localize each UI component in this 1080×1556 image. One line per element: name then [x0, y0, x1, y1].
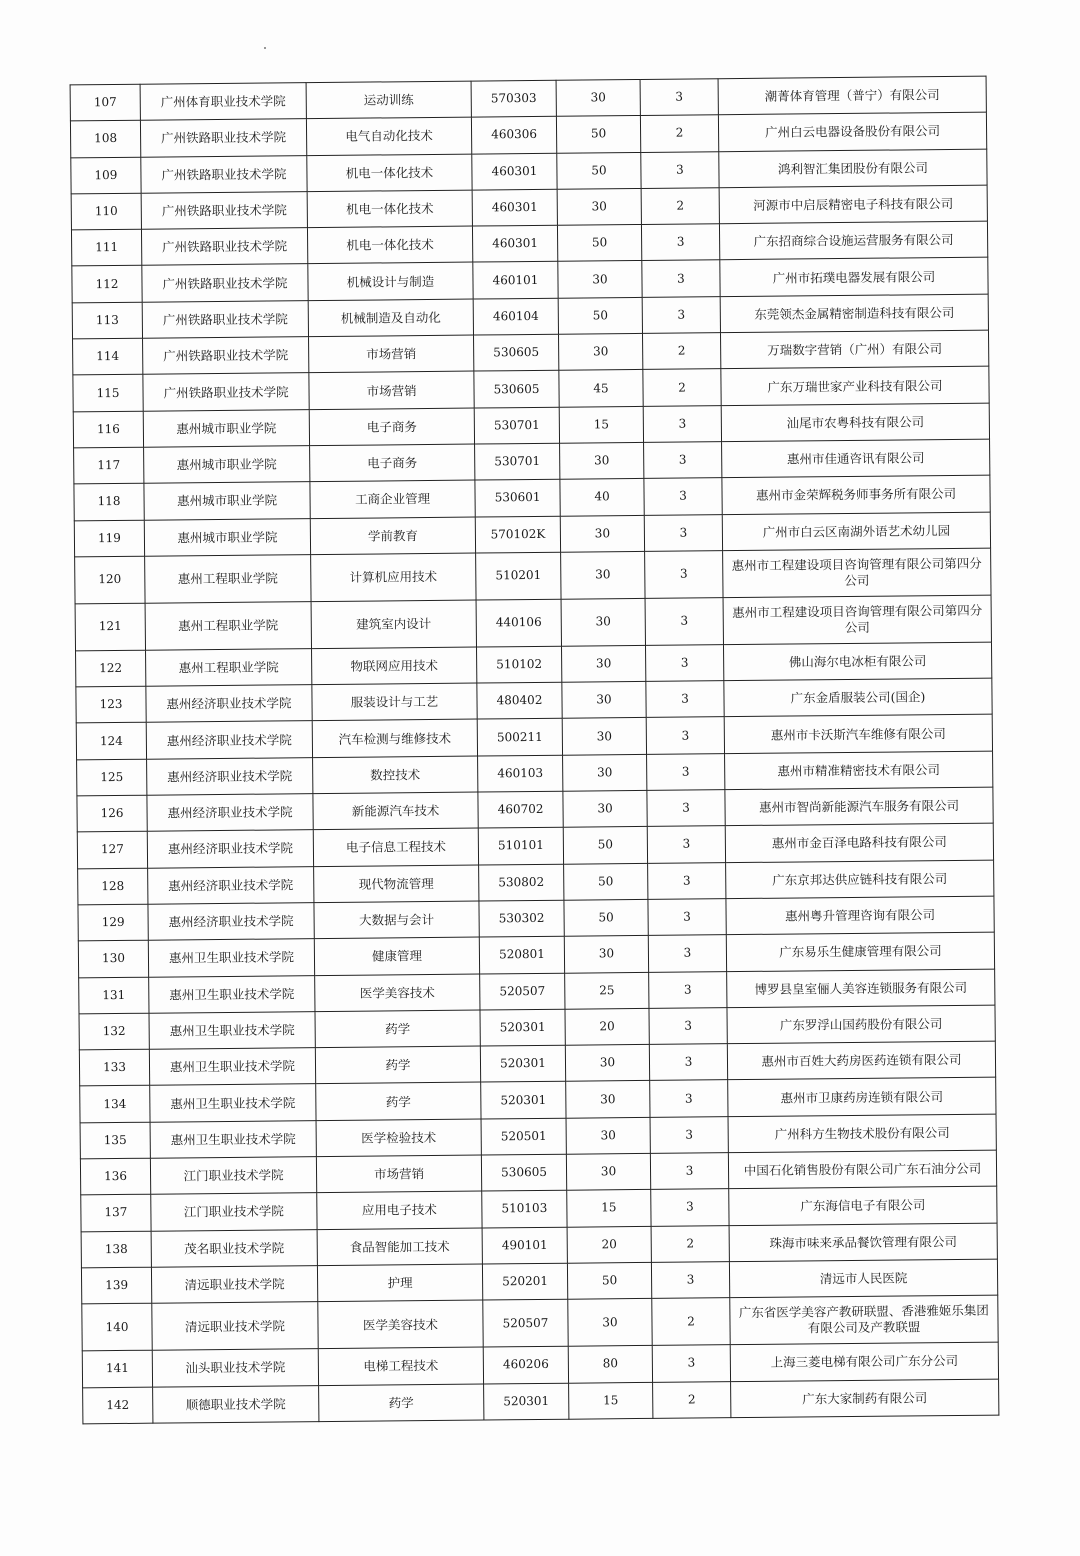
enrollment-count: 50 [557, 225, 641, 262]
major-code: 520301 [481, 1082, 566, 1119]
row-number: 117 [74, 447, 144, 484]
program-years: 3 [641, 224, 719, 261]
program-years: 3 [648, 935, 726, 972]
enrollment-count: 15 [567, 1190, 651, 1227]
partner-company: 惠州市工程建设项目咨询管理有限公司第四分公司 [723, 595, 991, 645]
program-years: 3 [650, 1153, 728, 1190]
major-code: 460104 [473, 298, 558, 335]
major-code: 510201 [476, 552, 561, 600]
major-name: 药学 [319, 1384, 484, 1422]
program-years: 3 [648, 862, 726, 899]
program-years: 3 [647, 790, 725, 827]
partner-company: 广州科方生物技术股份有限公司 [728, 1114, 996, 1153]
major-name: 大数据与会计 [314, 901, 479, 939]
row-number: 136 [80, 1158, 150, 1195]
school-name: 广州铁路职业技术学院 [141, 155, 307, 193]
major-code: 480402 [477, 682, 562, 719]
partner-company: 中国石化销售股份有限公司广东石油分公司 [728, 1150, 996, 1189]
partner-company: 广东罗浮山国药股份有限公司 [727, 1005, 995, 1044]
partner-company: 广东招商综合设施运营服务有限公司 [719, 221, 987, 260]
row-number: 108 [70, 121, 140, 158]
row-number: 129 [78, 904, 148, 941]
major-name: 健康管理 [314, 937, 479, 975]
program-years: 3 [646, 681, 724, 718]
partner-company: 广东金盾服装公司(国企) [724, 678, 992, 717]
program-years: 3 [652, 1345, 730, 1382]
program-years: 3 [640, 79, 718, 116]
partner-company: 惠州市佳通咨讯有限公司 [722, 439, 990, 478]
partner-company: 惠州粤升管理咨询有限公司 [726, 896, 994, 935]
major-code: 460306 [471, 117, 556, 154]
row-number: 124 [76, 723, 146, 760]
major-name: 运动训练 [306, 81, 471, 119]
row-number: 133 [79, 1049, 149, 1086]
enrollment-count: 30 [568, 1299, 652, 1347]
partner-company: 惠州市卫康药房连锁有限公司 [728, 1078, 996, 1117]
major-name: 电子商务 [309, 408, 474, 446]
row-number: 120 [75, 556, 145, 604]
program-years: 2 [653, 1381, 731, 1418]
partner-company: 汕尾市农粤科技有限公司 [721, 403, 989, 442]
enrollment-count: 25 [565, 972, 649, 1009]
enrollment-count: 40 [560, 479, 644, 516]
major-code: 460101 [473, 262, 558, 299]
major-name: 护理 [317, 1264, 482, 1302]
enrollment-count: 50 [564, 899, 648, 936]
table-sheet [70, 76, 999, 1427]
program-years: 2 [652, 1298, 730, 1346]
program-years: 3 [642, 296, 720, 333]
row-number: 119 [74, 520, 144, 557]
major-code: 490101 [482, 1227, 567, 1264]
row-number: 142 [83, 1387, 153, 1424]
program-years: 3 [644, 514, 722, 551]
program-years: 3 [643, 405, 721, 442]
school-name: 广州铁路职业技术学院 [143, 337, 309, 375]
major-code: 530701 [475, 443, 560, 480]
partner-company: 惠州市金荣辉税务师事务所有限公司 [722, 475, 990, 514]
major-name: 医学美容技术 [315, 974, 480, 1012]
program-years: 3 [650, 1116, 728, 1153]
table-row [83, 1379, 999, 1424]
major-code: 510101 [478, 828, 563, 865]
major-code: 530605 [481, 1154, 566, 1191]
enrollment-count: 30 [563, 790, 647, 827]
row-number: 110 [71, 193, 141, 230]
major-code: 460702 [478, 791, 563, 828]
row-number: 122 [76, 650, 146, 687]
partner-company: 鸿利智汇集团股份有限公司 [719, 149, 987, 188]
row-number: 141 [82, 1350, 152, 1387]
partner-company: 惠州市智尚新能源汽车服务有限公司 [725, 787, 993, 826]
major-name: 机械设计与制造 [308, 263, 473, 301]
school-name: 惠州卫生职业技术学院 [150, 1120, 316, 1158]
row-number: 114 [73, 338, 143, 375]
school-name: 广州铁路职业技术学院 [142, 264, 308, 302]
program-years: 3 [649, 1044, 727, 1081]
enrollment-count: 15 [559, 406, 643, 443]
major-code: 500211 [477, 719, 562, 756]
school-name: 惠州城市职业学院 [144, 482, 310, 520]
major-name: 机电一体化技术 [307, 226, 472, 264]
partner-company: 佛山海尔电冰柜有限公司 [723, 642, 991, 681]
partner-company: 惠州市卡沃斯汽车维修有限公司 [724, 715, 992, 754]
row-number: 139 [81, 1267, 151, 1304]
major-code: 530701 [474, 407, 559, 444]
school-name: 惠州卫生职业技术学院 [149, 975, 315, 1013]
row-number: 123 [76, 686, 146, 723]
row-number: 118 [74, 483, 144, 520]
program-years: 3 [644, 442, 722, 479]
enrollment-count: 30 [557, 188, 641, 225]
program-years: 3 [647, 753, 725, 790]
row-number: 113 [72, 302, 142, 339]
major-name: 市场营销 [309, 371, 474, 409]
row-number: 115 [73, 375, 143, 412]
school-name: 惠州经济职业技术学院 [147, 830, 313, 868]
major-code: 520301 [480, 1009, 565, 1046]
major-name: 汽车检测与维修技术 [312, 719, 477, 757]
program-years: 3 [651, 1189, 729, 1226]
enrollment-count: 30 [566, 1153, 650, 1190]
major-code: 460301 [472, 153, 557, 190]
major-name: 学前教育 [310, 517, 475, 555]
school-name: 广州体育职业技术学院 [140, 83, 306, 121]
enrollment-count: 50 [558, 297, 642, 334]
row-number: 111 [71, 229, 141, 266]
major-name: 市场营销 [309, 335, 474, 373]
major-name: 电子商务 [310, 444, 475, 482]
partner-company: 广州市白云区南湖外语艺术幼儿园 [722, 512, 990, 551]
major-name: 药学 [315, 1046, 480, 1084]
row-number: 130 [78, 940, 148, 977]
enrollment-count: 30 [563, 754, 647, 791]
major-name: 数控技术 [313, 756, 478, 794]
major-code: 530302 [479, 900, 564, 937]
enrollment-count: 50 [567, 1262, 651, 1299]
program-years: 2 [643, 369, 721, 406]
school-name: 顺德职业技术学院 [153, 1385, 319, 1423]
scan-speck [264, 47, 266, 49]
major-code: 510103 [482, 1191, 567, 1228]
row-number: 127 [77, 832, 147, 869]
enrollment-count: 20 [567, 1226, 651, 1263]
partner-company: 惠州市百姓大药房医药连锁有限公司 [727, 1041, 995, 1080]
major-name: 现代物流管理 [314, 865, 479, 903]
major-name: 药学 [316, 1082, 481, 1120]
enrollment-count: 20 [565, 1008, 649, 1045]
major-code: 460301 [472, 225, 557, 262]
school-name: 惠州城市职业学院 [143, 409, 309, 447]
school-name: 惠州经济职业技术学院 [146, 685, 312, 723]
partner-company: 广州白云电器设备股份有限公司 [718, 112, 986, 151]
row-number: 125 [77, 759, 147, 796]
major-name: 新能源汽车技术 [313, 792, 478, 830]
partner-company: 广东省医学美容产教研联盟、香港雅姬乐集团有限公司及产教联盟 [730, 1295, 998, 1345]
row-number: 138 [81, 1231, 151, 1268]
school-name: 广州铁路职业技术学院 [143, 373, 309, 411]
table-body [70, 76, 999, 1424]
program-years: 2 [640, 115, 718, 152]
major-name: 服装设计与工艺 [312, 683, 477, 721]
enrollment-count: 30 [559, 334, 643, 371]
school-name: 广州铁路职业技术学院 [140, 119, 306, 157]
program-years: 3 [649, 971, 727, 1008]
row-number: 107 [70, 84, 140, 121]
enrollment-count: 30 [560, 442, 644, 479]
school-name: 汕头职业技术学院 [152, 1349, 318, 1387]
enrollment-count: 50 [564, 863, 648, 900]
major-code: 570102K [475, 516, 560, 553]
major-name: 建筑室内设计 [311, 600, 476, 649]
major-code: 530601 [475, 480, 560, 517]
enrollment-count: 30 [561, 645, 645, 682]
major-name: 机电一体化技术 [307, 190, 472, 228]
row-number: 134 [80, 1086, 150, 1123]
school-name: 惠州经济职业技术学院 [147, 794, 313, 832]
enrollment-count: 45 [559, 370, 643, 407]
major-code: 520301 [484, 1383, 569, 1420]
partner-company: 博罗县皇室俪人美容连锁服务有限公司 [727, 969, 995, 1008]
enrollment-count: 30 [565, 1045, 649, 1082]
enrollment-count: 30 [564, 936, 648, 973]
school-name: 惠州工程职业学院 [145, 554, 311, 603]
row-number: 109 [71, 157, 141, 194]
program-years: 3 [645, 551, 723, 599]
row-number: 132 [79, 1013, 149, 1050]
major-code: 520201 [482, 1263, 567, 1300]
enrollment-count: 30 [562, 682, 646, 719]
school-name: 惠州城市职业学院 [144, 446, 310, 484]
program-years: 3 [645, 598, 723, 646]
partner-company: 万瑞数字营销（广州）有限公司 [720, 330, 988, 369]
row-number: 116 [73, 411, 143, 448]
row-number: 131 [79, 977, 149, 1014]
major-name: 机械制造及自动化 [308, 299, 473, 337]
school-name: 惠州工程职业学院 [146, 648, 312, 686]
school-name: 惠州工程职业学院 [145, 601, 311, 650]
row-number: 140 [82, 1303, 152, 1351]
partner-company: 潮菁体育管理（普宁）有限公司 [718, 76, 986, 115]
major-code: 570303 [471, 80, 556, 117]
enrollment-count: 30 [561, 598, 645, 646]
school-name: 江门职业技术学院 [150, 1157, 316, 1195]
program-years: 3 [649, 1007, 727, 1044]
major-code: 520507 [480, 973, 565, 1010]
enrollment-count: 30 [566, 1081, 650, 1118]
partner-company: 广东京邦达供应链科技有限公司 [726, 860, 994, 899]
program-years: 3 [651, 1262, 729, 1299]
enrollment-count: 50 [557, 152, 641, 189]
school-name: 惠州卫生职业技术学院 [148, 939, 314, 977]
major-name: 计算机应用技术 [311, 553, 476, 602]
major-code: 530605 [474, 371, 559, 408]
enrollment-table [70, 76, 1000, 1425]
school-name: 惠州卫生职业技术学院 [150, 1084, 316, 1122]
major-code: 460206 [483, 1346, 568, 1383]
school-name: 惠州经济职业技术学院 [146, 721, 312, 759]
partner-company: 上海三菱电梯有限公司广东分公司 [730, 1342, 998, 1381]
school-name: 惠州经济职业技术学院 [148, 866, 314, 904]
major-name: 物联网应用技术 [312, 647, 477, 685]
program-years: 3 [645, 645, 723, 682]
partner-company: 河源市中启辰精密电子科技有限公司 [719, 185, 987, 224]
partner-company: 广东大家制药有限公司 [731, 1379, 999, 1418]
program-years: 3 [644, 478, 722, 515]
school-name: 清远职业技术学院 [152, 1302, 318, 1351]
program-years: 3 [646, 717, 724, 754]
enrollment-count: 30 [566, 1117, 650, 1154]
major-code: 520301 [480, 1045, 565, 1082]
school-name: 惠州经济职业技术学院 [148, 903, 314, 941]
row-number: 128 [78, 868, 148, 905]
school-name: 惠州经济职业技术学院 [147, 757, 313, 795]
partner-company: 清远市人民医院 [729, 1259, 997, 1298]
partner-company: 惠州市工程建设项目咨询管理有限公司第四分公司 [723, 548, 991, 598]
row-number: 126 [77, 795, 147, 832]
enrollment-count: 30 [558, 261, 642, 298]
school-name: 广州铁路职业技术学院 [142, 300, 308, 338]
enrollment-count: 30 [560, 515, 644, 552]
partner-company: 惠州市金百泽电路科技有限公司 [725, 823, 993, 862]
row-number: 137 [81, 1195, 151, 1232]
program-years: 2 [641, 188, 719, 225]
enrollment-count: 80 [568, 1346, 652, 1383]
major-name: 医学检验技术 [316, 1119, 481, 1157]
program-years: 3 [647, 826, 725, 863]
major-code: 440106 [476, 599, 561, 647]
partner-company: 惠州市精准精密技术有限公司 [725, 751, 993, 790]
school-name: 惠州城市职业学院 [144, 518, 310, 556]
enrollment-count: 30 [561, 551, 645, 599]
major-name: 电气自动化技术 [306, 117, 471, 155]
school-name: 广州铁路职业技术学院 [141, 228, 307, 266]
school-name: 清远职业技术学院 [151, 1266, 317, 1304]
school-name: 广州铁路职业技术学院 [141, 192, 307, 230]
partner-company: 珠海市味来承品餐饮管理有限公司 [729, 1223, 997, 1262]
major-name: 市场营销 [316, 1155, 481, 1193]
enrollment-count: 15 [569, 1382, 653, 1419]
school-name: 茂名职业技术学院 [151, 1229, 317, 1267]
major-name: 机电一体化技术 [307, 154, 472, 192]
major-code: 460103 [478, 755, 563, 792]
major-name: 工商企业管理 [310, 480, 475, 518]
enrollment-count: 50 [563, 827, 647, 864]
program-years: 3 [641, 151, 719, 188]
program-years: 3 [642, 260, 720, 297]
school-name: 惠州卫生职业技术学院 [149, 1048, 315, 1086]
row-number: 112 [72, 266, 142, 303]
partner-company: 广东易乐生健康管理有限公司 [726, 932, 994, 971]
major-name: 电子信息工程技术 [313, 828, 478, 866]
major-code: 520507 [483, 1299, 568, 1347]
enrollment-count: 30 [556, 79, 640, 116]
row-number: 135 [80, 1122, 150, 1159]
major-name: 食品智能加工技术 [317, 1228, 482, 1266]
program-years: 2 [642, 333, 720, 370]
major-code: 520801 [479, 936, 564, 973]
major-code: 520501 [481, 1118, 566, 1155]
major-code: 530802 [479, 864, 564, 901]
major-code: 530605 [474, 334, 559, 371]
school-name: 江门职业技术学院 [151, 1193, 317, 1231]
major-code: 460301 [472, 189, 557, 226]
row-number: 121 [75, 603, 145, 651]
partner-company: 广东海信电子有限公司 [729, 1186, 997, 1225]
enrollment-count: 50 [556, 116, 640, 153]
major-code: 510102 [476, 646, 561, 683]
program-years: 2 [651, 1225, 729, 1262]
program-years: 3 [650, 1080, 728, 1117]
partner-company: 广州市拓璞电器发展有限公司 [720, 258, 988, 297]
enrollment-count: 30 [562, 718, 646, 755]
major-name: 电梯工程技术 [318, 1347, 483, 1385]
partner-company: 东莞领杰金属精密制造科技有限公司 [720, 294, 988, 333]
major-name: 药学 [315, 1010, 480, 1048]
partner-company: 广东万瑞世家产业科技有限公司 [721, 366, 989, 405]
major-name: 应用电子技术 [317, 1191, 482, 1229]
major-name: 医学美容技术 [318, 1300, 483, 1349]
school-name: 惠州卫生职业技术学院 [149, 1011, 315, 1049]
program-years: 3 [648, 899, 726, 936]
